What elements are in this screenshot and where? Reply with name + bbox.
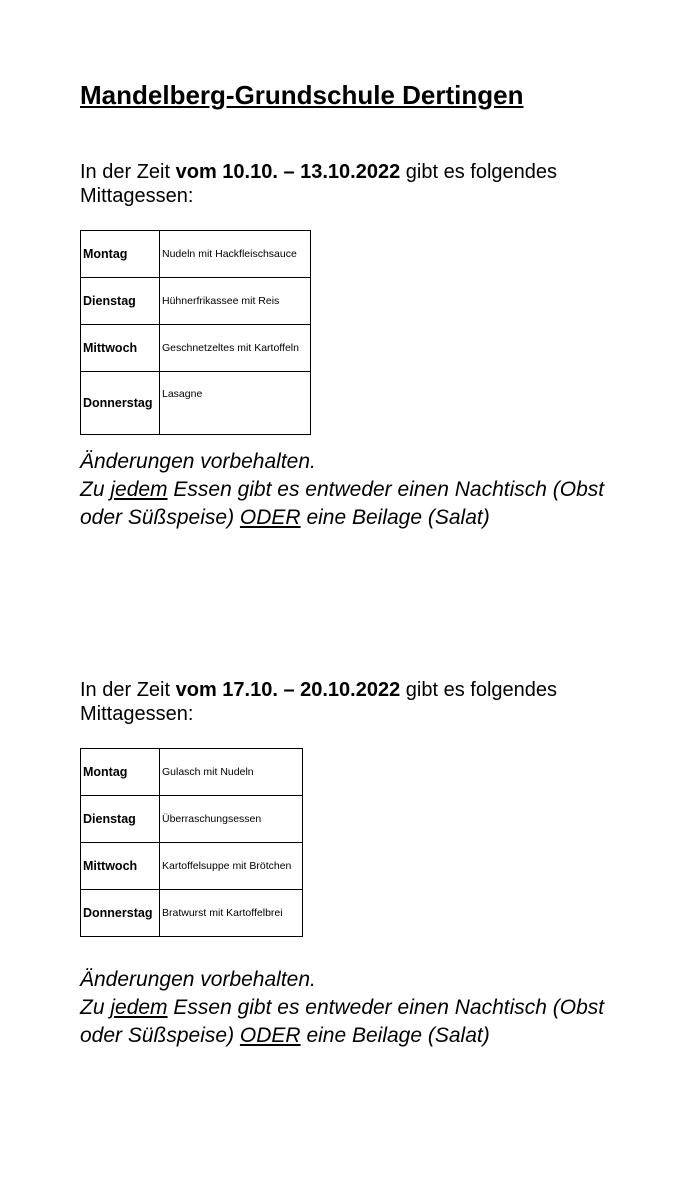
- changes-reserved-text: Änderungen vorbehalten.: [80, 968, 316, 991]
- note-text: Essen gibt es entweder einen Nachtisch (Obst oder Süßspeise): [80, 478, 605, 529]
- week-2-menu-table: [80, 748, 303, 937]
- note-text: Essen gibt es entweder einen Nachtisch (Obst oder Süßspeise): [80, 996, 605, 1047]
- note-emphasis-each: jedem: [110, 478, 168, 501]
- table-row: [81, 231, 311, 278]
- dish-cell: Geschnetzeltes mit Kartoffeln: [160, 325, 311, 372]
- week-2-intro: [80, 678, 620, 726]
- table-row: [81, 749, 303, 796]
- day-cell: Montag: [81, 231, 160, 278]
- table-row: [81, 278, 311, 325]
- day-cell: Dienstag: [81, 278, 160, 325]
- note-emphasis-or: ODER: [239, 1024, 301, 1047]
- note-emphasis-each: jedem: [110, 996, 168, 1019]
- week-2-date-range: vom 17.10. – 20.10.2022: [175, 679, 401, 701]
- dish-cell: Gulasch mit Nudeln: [160, 749, 303, 796]
- note-text: eine Beilage (Salat): [300, 1024, 490, 1047]
- day-cell: Mittwoch: [81, 325, 160, 372]
- table-row: [81, 843, 303, 890]
- table-row: [81, 325, 311, 372]
- table-row: [81, 890, 303, 937]
- day-cell: Dienstag: [81, 796, 160, 843]
- table-row: [81, 796, 303, 843]
- dish-cell: Bratwurst mit Kartoffelbrei: [160, 890, 303, 937]
- week-2-note: [80, 966, 640, 1050]
- dish-cell: Nudeln mit Hackfleischsauce: [160, 231, 311, 278]
- week-1-intro-post: gibt es folgendes Mittagessen:: [80, 161, 558, 207]
- note-emphasis-or: ODER: [239, 506, 301, 529]
- week-1-date-range: vom 10.10. – 13.10.2022: [175, 161, 401, 183]
- note-text: Zu: [80, 478, 111, 501]
- day-cell: Montag: [81, 749, 160, 796]
- day-cell: Donnerstag: [81, 372, 160, 435]
- table-row: [81, 372, 311, 435]
- dish-cell: Hühnerfrikassee mit Reis: [160, 278, 311, 325]
- week-1-note: [80, 448, 640, 532]
- week-1-menu-table: [80, 230, 311, 435]
- dish-cell: Lasagne: [160, 372, 311, 435]
- week-1-intro: [80, 160, 620, 208]
- changes-reserved-text: Änderungen vorbehalten.: [80, 450, 316, 473]
- dish-cell: Überraschungsessen: [160, 796, 303, 843]
- dessert-note: [80, 994, 640, 1050]
- day-cell: Mittwoch: [81, 843, 160, 890]
- dish-cell: Kartoffelsuppe mit Brötchen: [160, 843, 303, 890]
- dessert-note: [80, 476, 640, 532]
- week-2-intro-post: gibt es folgendes Mittagessen:: [80, 679, 558, 725]
- day-cell: Donnerstag: [81, 890, 160, 937]
- page-title: Mandelberg-Grundschule Dertingen: [80, 80, 524, 110]
- note-text: Zu: [80, 996, 111, 1019]
- note-text: eine Beilage (Salat): [300, 506, 490, 529]
- week-2-intro-pre: In der Zeit: [80, 679, 176, 701]
- week-1-intro-pre: In der Zeit: [80, 161, 176, 183]
